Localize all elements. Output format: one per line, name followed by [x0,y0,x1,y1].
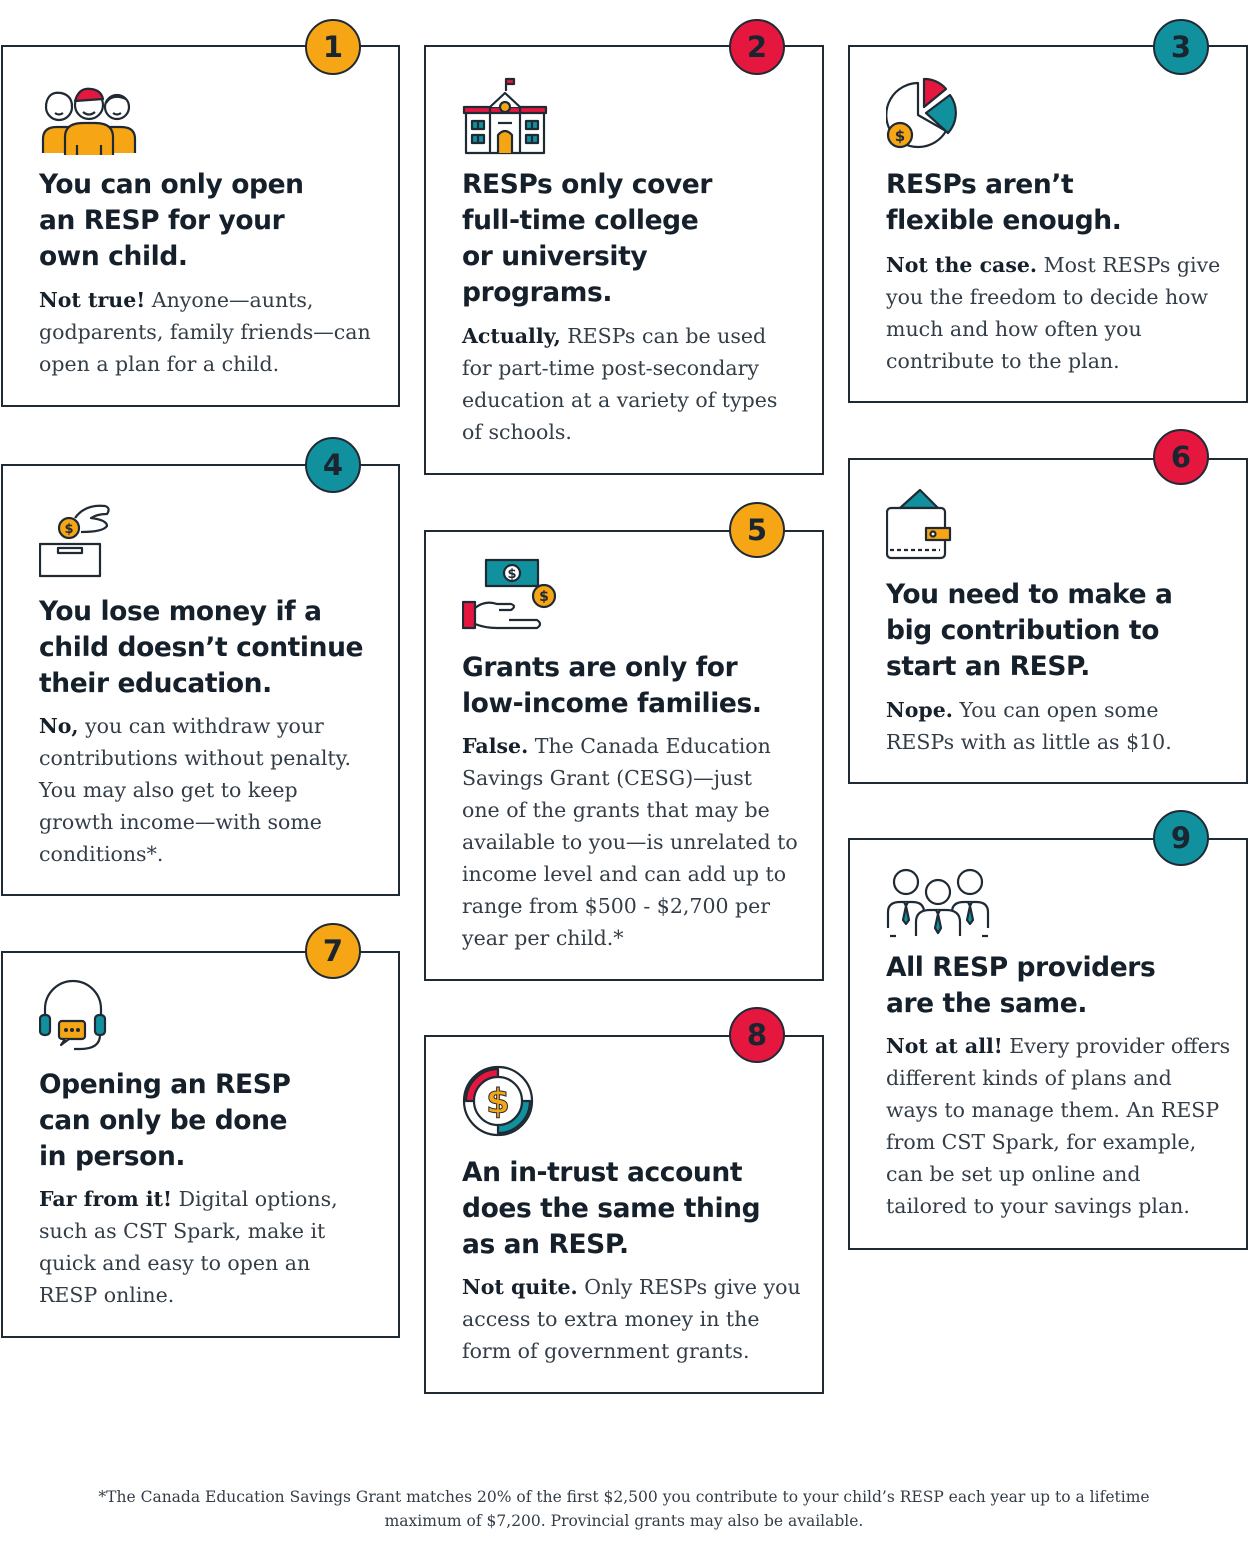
myth-card-1 [1,45,400,407]
card-1-body: Not true! Anyone—aunts, godparents, family friends—can open a plan for a child. [39,288,371,376]
wallet-icon [886,486,956,566]
number-badge-7: 7 [305,923,361,979]
svg-text:$: $ [539,589,549,605]
number-badge-9: 9 [1153,810,1209,866]
card-1-heading: You can only open an RESP for your own child. [39,169,304,272]
headset-icon [39,979,109,1055]
number-badge-1: 1 [305,19,361,75]
card-6-body: Nope. You can open some RESPs with as little as $10. [886,698,1172,754]
card-5-body: False. The Canada Education Savings Grant (CESG)—just one of the grants that may be available to you—is unrelated to income level and can add up to range from $500 - $2,700 per year per child.* [462,734,798,950]
myth-card-6 [848,458,1248,784]
myth-card-9 [848,838,1248,1250]
school-building-icon [462,77,548,159]
card-8-body: Not quite. Only RESPs give you access to extra money in the form of government grants. [462,1275,801,1363]
card-7-body: Far from it! Digital options, such as CST Spark, make it quick and easy to open an RESP online. [39,1187,338,1307]
card-8-heading: An in-trust account does the same thing as an RESP. [462,1157,761,1260]
card-6-heading: You need to make a big contribution to start an RESP. [886,579,1173,682]
myth-card-2 [424,45,824,475]
family-icon [39,85,139,161]
number-badge-8: 8 [729,1007,785,1063]
myth-card-8 [424,1035,824,1394]
number-badge-5: 5 [729,502,785,558]
providers-icon [886,868,990,944]
card-2-body: Actually, RESPs can be used for part-time post-secondary education at a variety of types of schools. [462,324,778,444]
card-9-body: Not at all! Every provider offers different kinds of plans and ways to manage them. An RESP from CST Spark, for example, can be set up online and tailored to your savings plan. [886,1034,1231,1218]
card-4-body: No, you can withdraw your contributions without penalty. You may also get to keep growth income—with some conditions*. [39,714,352,866]
pie-chart-coin-icon [886,75,962,155]
number-badge-2: 2 [729,19,785,75]
myth-card-4 [1,464,400,896]
svg-text:$: $ [507,567,517,582]
footnote: *The Canada Education Savings Grant matches 20% of the first $2,500 you contribute to your child’s RESP each year up to a lifetime maximum of $7,200. Provincial grants may also be available. [98,1488,1150,1530]
number-badge-4: 4 [305,437,361,493]
myth-card-5 [424,530,824,981]
number-badge-6: 6 [1153,429,1209,485]
myth-card-7 [1,951,400,1338]
svg-text:$: $ [64,522,74,537]
card-4-heading: You lose money if a child doesn’t continue their education. [39,596,364,699]
number-badge-3: 3 [1153,19,1209,75]
svg-text:$: $ [486,1082,510,1122]
card-2-heading: RESPs only cover full-time college or university programs. [462,169,713,308]
card-5-heading: Grants are only for low-income families. [462,652,762,719]
card-7-heading: Opening an RESP can only be done in person. [39,1069,291,1172]
card-9-heading: All RESP providers are the same. [886,952,1156,1019]
card-3-body: Not the case. Most RESPs give you the freedom to decide how much and how often you contribute to the plan. [886,253,1221,373]
coin-deposit-icon [39,502,115,582]
dollar-cycle-icon [462,1065,534,1141]
hand-money-icon [462,558,562,638]
card-3-heading: RESPs aren’t flexible enough. [886,169,1122,236]
svg-text:$: $ [894,127,906,145]
myth-card-3 [848,45,1248,403]
